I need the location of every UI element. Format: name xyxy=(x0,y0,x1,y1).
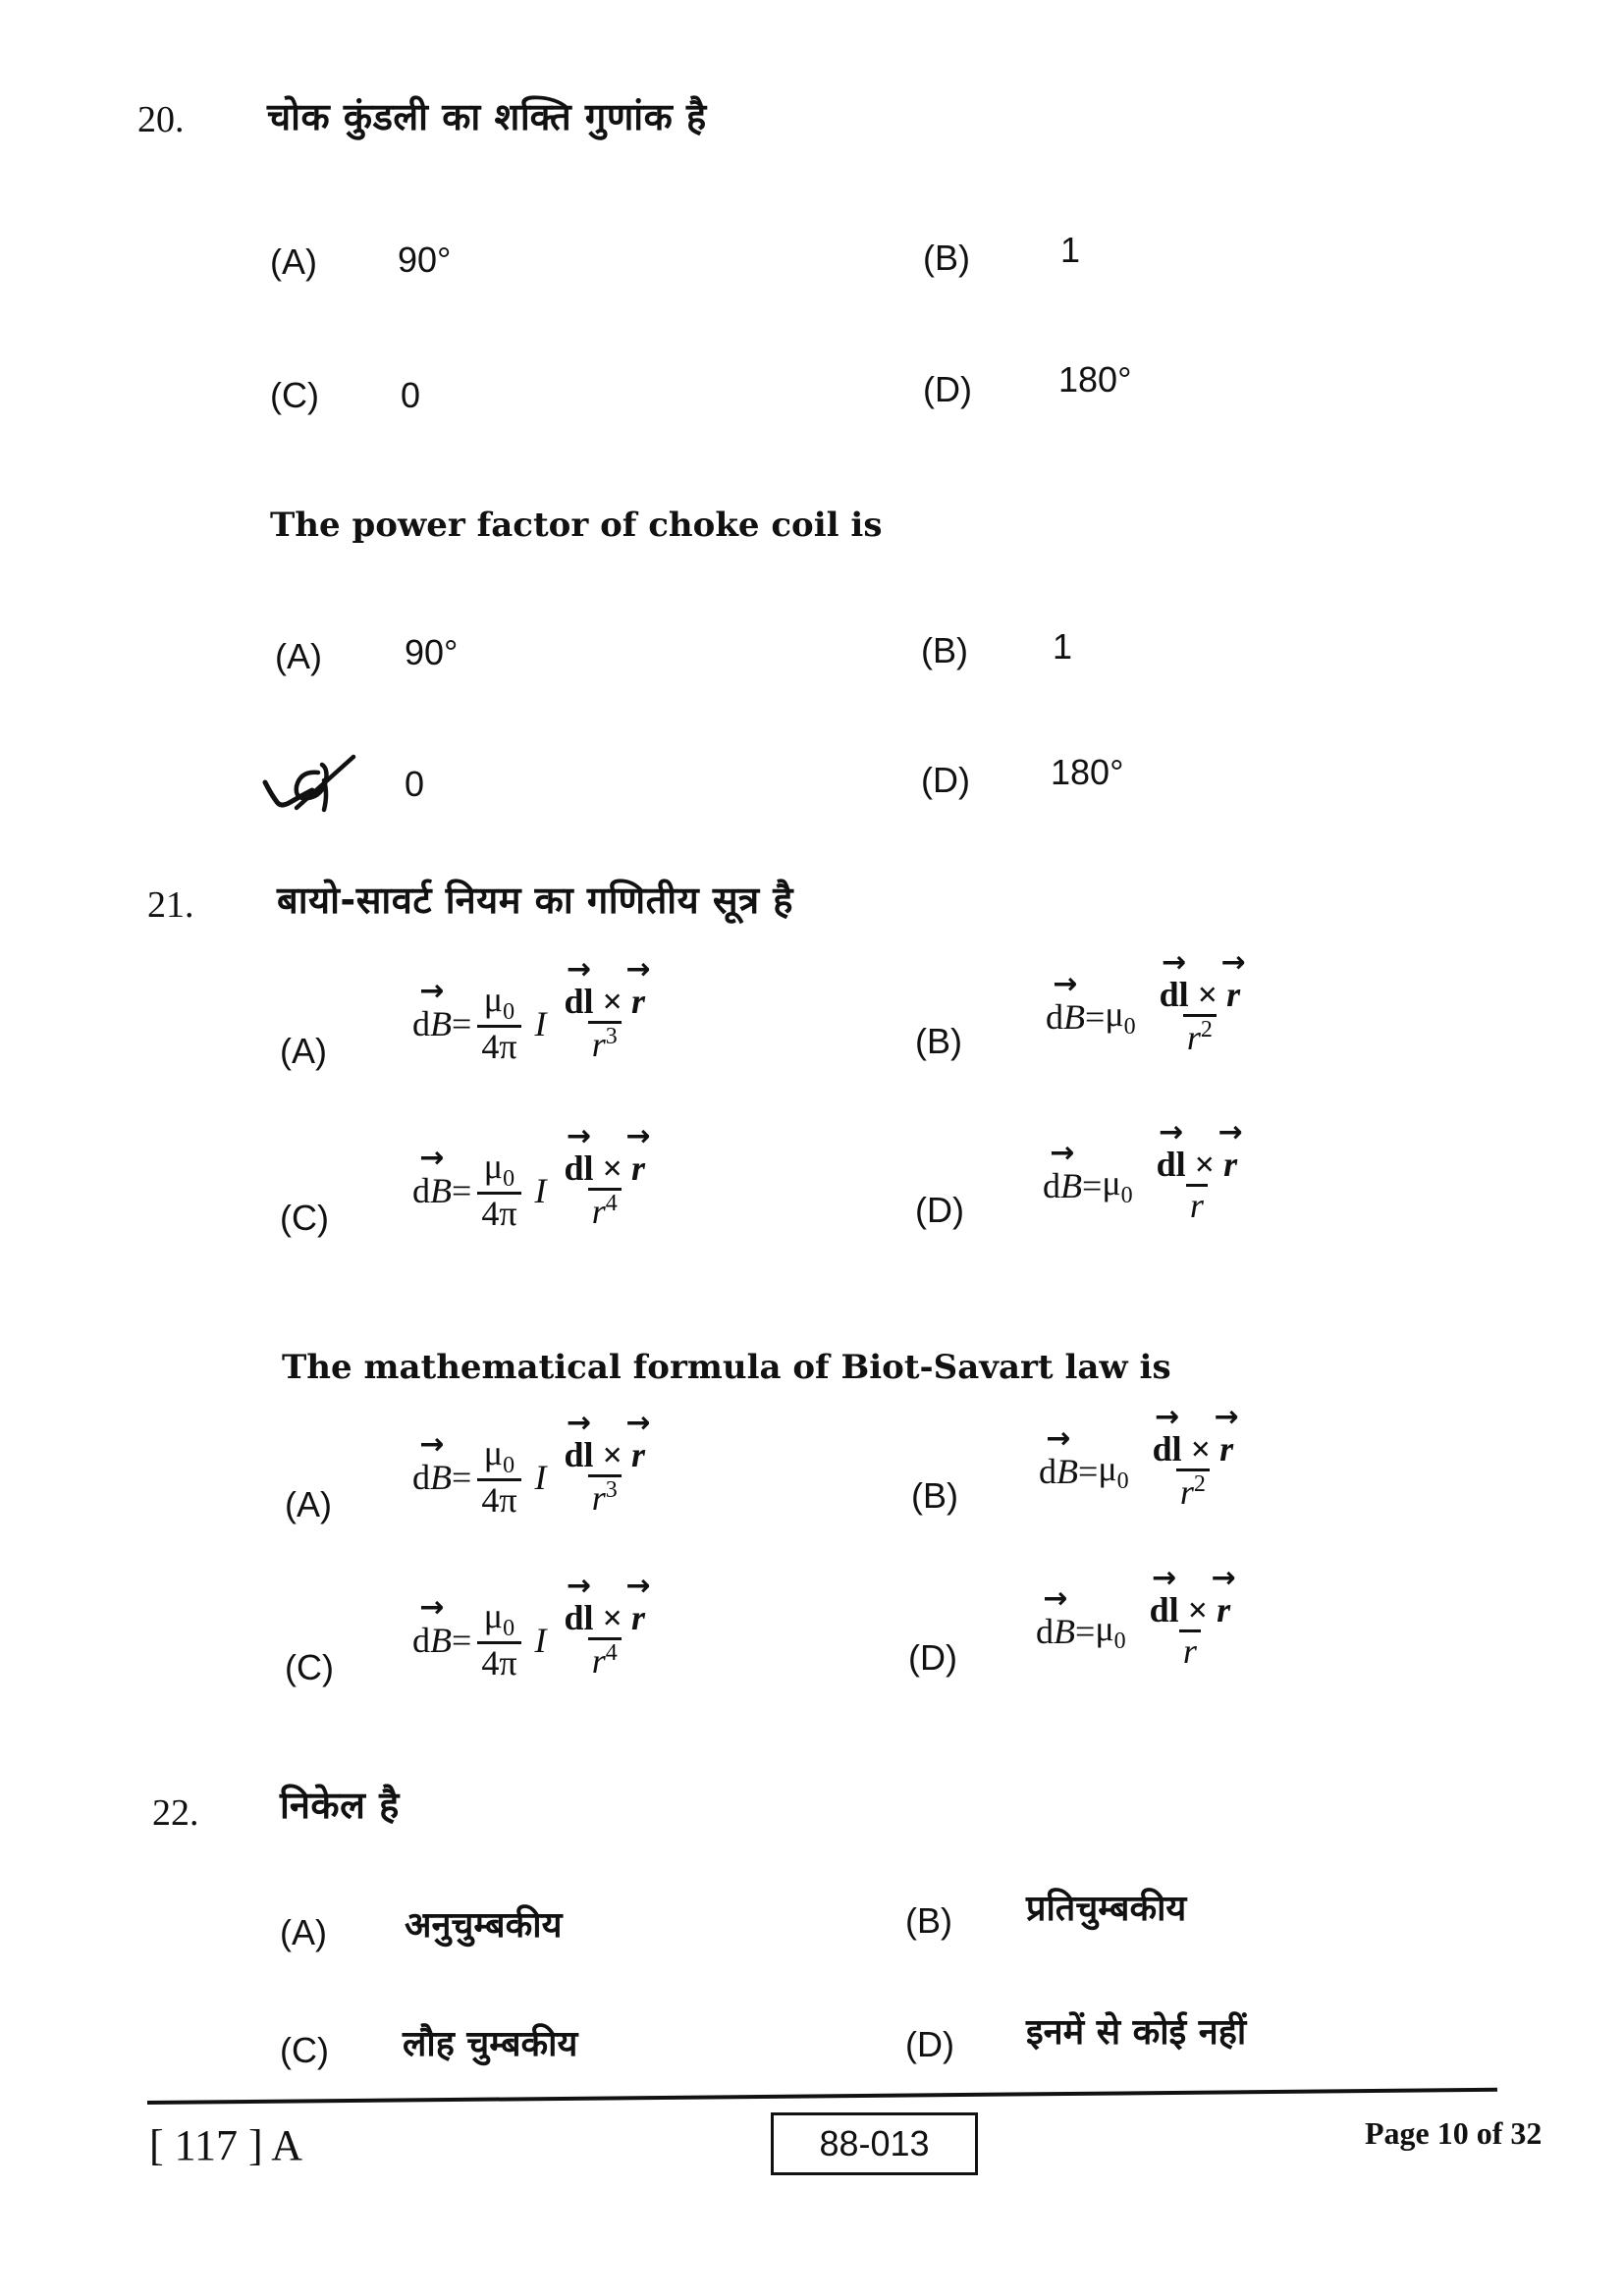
q20-hi-option-a-label: (A) xyxy=(270,241,317,282)
q22-option-b-value: प्रतिचुम्बकीय xyxy=(1026,1889,1187,1929)
q22-option-c-label: (C) xyxy=(280,2030,329,2070)
q21-en-option-c-formula: → dB = $\frac{\mu_0}{4\pi}$ I → $\frac{dl \times \to r}{r^4}$ xyxy=(412,1598,655,1683)
q20-en-option-d-value: 180° xyxy=(1051,752,1124,792)
q21-hi-option-b-formula: → dB = $\mu_0$ → $\frac{dl \times \to r}{r^2}$ xyxy=(1046,977,1250,1057)
handwritten-check-mark-icon xyxy=(257,751,365,820)
footer-page-number: Page 10 of 32 xyxy=(1365,2115,1543,2151)
q20-hi-option-d-label: (D) xyxy=(923,369,972,409)
q21-hi-option-c-formula: → dB = $\frac{\mu_0}{4\pi}$ I → $\frac{dl \times \to r}{r^4}$ xyxy=(412,1148,655,1234)
q21-en-option-b-formula: → dB = $\mu_0$ → $\frac{dl \times \to r}{r^2}$ xyxy=(1039,1431,1243,1512)
q20-hi-option-c-label: (C) xyxy=(270,375,319,415)
q21-en-option-d-formula: → dB = $\mu_0$ → $\frac{dl \times \to r}{r}$ xyxy=(1036,1592,1240,1671)
question-22-hindi-text: निकेल है xyxy=(280,1784,400,1827)
footer-set-code: [ 117 ] A xyxy=(149,2121,303,2169)
q20-hi-option-c-value: 0 xyxy=(401,375,421,415)
q22-option-d-value: इनमें से कोई नहीं xyxy=(1026,2012,1247,2053)
vector-dB: → dB xyxy=(412,1003,452,1044)
question-20-english-text: The power factor of choke coil is xyxy=(270,506,883,545)
q21-en-option-d-label: (D) xyxy=(908,1637,957,1678)
q21-hi-option-a-label: (A) xyxy=(280,1031,327,1071)
question-22-number: 22. xyxy=(152,1792,199,1834)
question-21-number: 21. xyxy=(147,884,194,926)
question-20-hindi-text: चोक कुंडली का शक्ति गुणांक है xyxy=(267,95,707,138)
q21-en-option-b-label: (B) xyxy=(911,1475,958,1516)
footer-paper-code: 88-013 xyxy=(819,2123,930,2163)
q21-hi-option-b-label: (B) xyxy=(915,1021,962,1061)
q21-en-option-c-label: (C) xyxy=(285,1647,334,1687)
q21-hi-option-d-formula: → dB = $\mu_0$ → $\frac{dl \times \to r}{r}$ xyxy=(1043,1147,1247,1225)
q20-en-option-b-label: (B) xyxy=(921,630,968,670)
question-21-english-text: The mathematical formula of Biot-Savart law is xyxy=(282,1348,1171,1387)
q22-option-c-value: लौह चुम्बकीय xyxy=(403,2024,578,2064)
q20-en-option-a-label: (A) xyxy=(275,636,322,676)
q22-option-d-label: (D) xyxy=(905,2024,954,2064)
q20-en-option-d-label: (D) xyxy=(921,760,970,800)
q20-hi-option-a-value: 90° xyxy=(398,240,452,280)
q21-hi-option-d-label: (D) xyxy=(915,1190,964,1230)
footer-divider xyxy=(147,2088,1497,2105)
q20-en-option-a-value: 90° xyxy=(405,632,459,672)
q20-hi-option-b-label: (B) xyxy=(923,238,970,278)
q21-hi-option-a-formula: → dB = $\frac{\mu_0}{4\pi}$ I → $\frac{dl \times \to r}{r^3}$ xyxy=(412,982,655,1067)
q20-en-option-b-value: 1 xyxy=(1053,626,1073,667)
coefficient-fraction: $\frac{\mu_0}{4\pi}$ xyxy=(477,982,520,1067)
question-21-hindi-text: बायो-सावर्ट नियम का गणितीय सूत्र है xyxy=(277,879,793,922)
q22-option-a-value: अनुचुम्बकीय xyxy=(405,1905,563,1946)
q21-hi-option-c-label: (C) xyxy=(280,1198,329,1238)
q21-en-option-a-label: (A) xyxy=(285,1484,332,1524)
question-20-number: 20. xyxy=(137,99,185,140)
q21-en-option-a-formula: → dB = $\frac{\mu_0}{4\pi}$ I → $\frac{dl \times \to r}{r^3}$ xyxy=(412,1435,655,1521)
footer-paper-code-box xyxy=(771,2112,978,2175)
q22-option-b-label: (B) xyxy=(905,1900,952,1941)
q22-option-a-label: (A) xyxy=(280,1912,327,1952)
q20-hi-option-d-value: 180° xyxy=(1058,359,1132,400)
q20-hi-option-b-value: 1 xyxy=(1060,230,1081,270)
cross-product-fraction: → $\frac{dl \times \to r}{r^3}$ xyxy=(561,984,650,1064)
q20-en-option-c-value: 0 xyxy=(405,764,425,804)
